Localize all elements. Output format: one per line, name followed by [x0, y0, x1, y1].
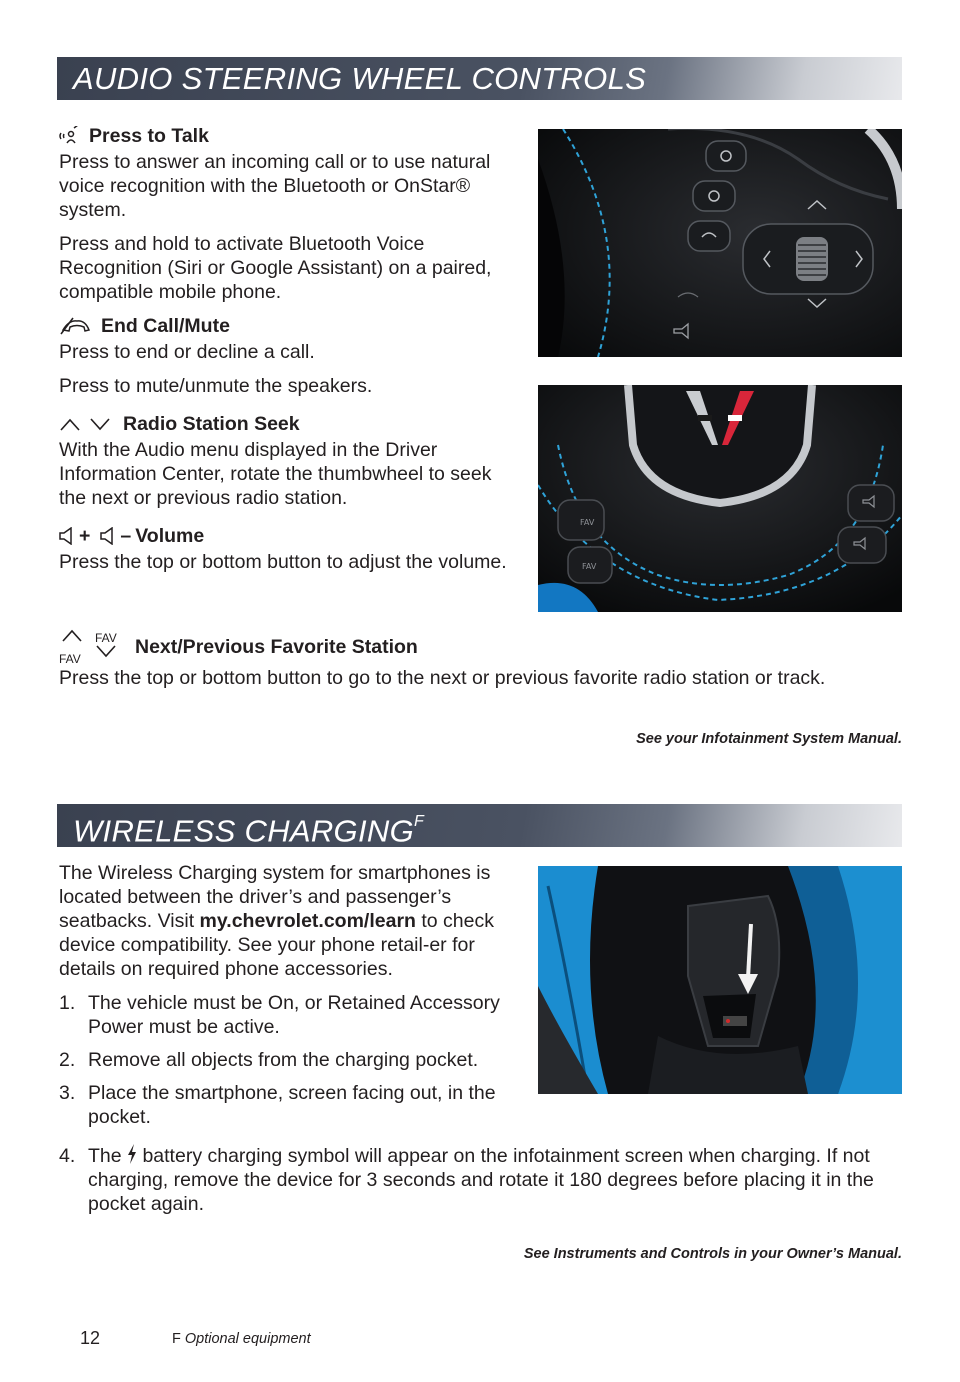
optional-equipment-mark: F: [413, 813, 425, 830]
radio-seek-desc: With the Audio menu displayed in the Driver Information Center, rotate the thumbwheel to seek the next or previous radio station.: [59, 439, 492, 509]
press-to-talk-desc-1: Press to answer an incoming call or to use natural voice recognition with the Bluetooth or OnStar® system.: [59, 151, 491, 221]
end-call-desc-1: Press to end or decline a call.: [59, 341, 315, 363]
press-to-talk-desc-2: Press and hold to activate Bluetooth Voice Recognition (Siri or Google Assistant) on a paired, compatible mobile phone.: [59, 233, 492, 303]
page-number: 12: [80, 1328, 101, 1348]
section-banner-audio-controls: [57, 57, 902, 100]
press-to-talk-heading: Press to Talk: [59, 124, 509, 148]
optional-equipment-symbol: F: [172, 1331, 181, 1347]
steering-wheel-controls-photo: [538, 129, 902, 357]
favorite-icons: FAV FAV: [59, 630, 129, 664]
fav-up-icon: [61, 628, 83, 642]
favorite-station-block: [59, 630, 879, 700]
infotainment-reference: See your Infotainment System Manual.: [636, 731, 902, 747]
svg-text:FAV: FAV: [582, 562, 597, 571]
list-item: 2. Remove all objects from the charging pocket.: [59, 1049, 479, 1071]
seek-down-icon: [89, 417, 111, 431]
wireless-charging-intro: The Wireless Charging system for smartphones is located between the driver’s and passenger’s seatbacks. Visit my.chevrolet.com/learn to check device compatibility. See your phone retail-er for details on required phone accessories. 1. The vehicle must be On, or Retained Accessory Power must be active. 2. Remove all objects from the charging pocket. 3. Place the smartphone, screen facing out, in the pocket.: [59, 861, 529, 1138]
battery-charging-icon: [127, 1144, 137, 1164]
end-call-desc-2: Press to mute/unmute the speakers.: [59, 375, 373, 397]
end-call-icon: [59, 317, 93, 335]
list-item: 3. Place the smartphone, screen facing out, in the pocket.: [59, 1082, 496, 1128]
charging-steps-list: [59, 991, 529, 1129]
charging-pocket-photo: [538, 866, 902, 1094]
voice-recognition-icon: [59, 126, 81, 146]
steering-wheel-center-photo: [538, 385, 902, 612]
favorite-station-desc: Press the top or bottom button to go to the next or previous favorite radio station or track.: [59, 667, 826, 689]
section-title: WIRELESS CHARGING: [73, 813, 414, 849]
section-title: AUDIO STEERING WHEEL CONTROLS: [73, 61, 647, 96]
volume-desc: Press the top or bottom button to adjust the volume.: [59, 551, 507, 573]
end-call-heading: End Call/Mute: [59, 314, 509, 338]
owners-manual-reference: See Instruments and Controls in your Owner’s Manual.: [523, 1246, 902, 1262]
list-item: 4. The battery charging symbol will appear on the infotainment screen when charging. If not charging, remove the device for 3 seconds and rotate it 180 degrees before placing it in the pocket again.: [59, 1145, 874, 1215]
volume-heading: + – Volume: [59, 524, 509, 548]
volume-up-icon: [59, 527, 75, 545]
chevrolet-learn-link[interactable]: my.chevrolet.com/learn: [199, 910, 416, 932]
svg-text:FAV: FAV: [580, 518, 595, 527]
volume-down-icon: [100, 527, 116, 545]
radio-seek-heading: Radio Station Seek: [59, 412, 509, 436]
section-banner-wireless-charging: [57, 804, 902, 847]
charging-step-4: [59, 1144, 904, 1225]
list-item: 1. The vehicle must be On, or Retained Accessory Power must be active.: [59, 992, 500, 1038]
audio-controls-text: [59, 124, 509, 584]
optional-equipment-note: F Optional equipment: [172, 1331, 311, 1347]
seek-up-icon: [59, 417, 81, 431]
favorite-station-heading: FAV FAV Next/Previous Favorite Station: [59, 630, 879, 664]
fav-down-icon: [95, 644, 117, 658]
